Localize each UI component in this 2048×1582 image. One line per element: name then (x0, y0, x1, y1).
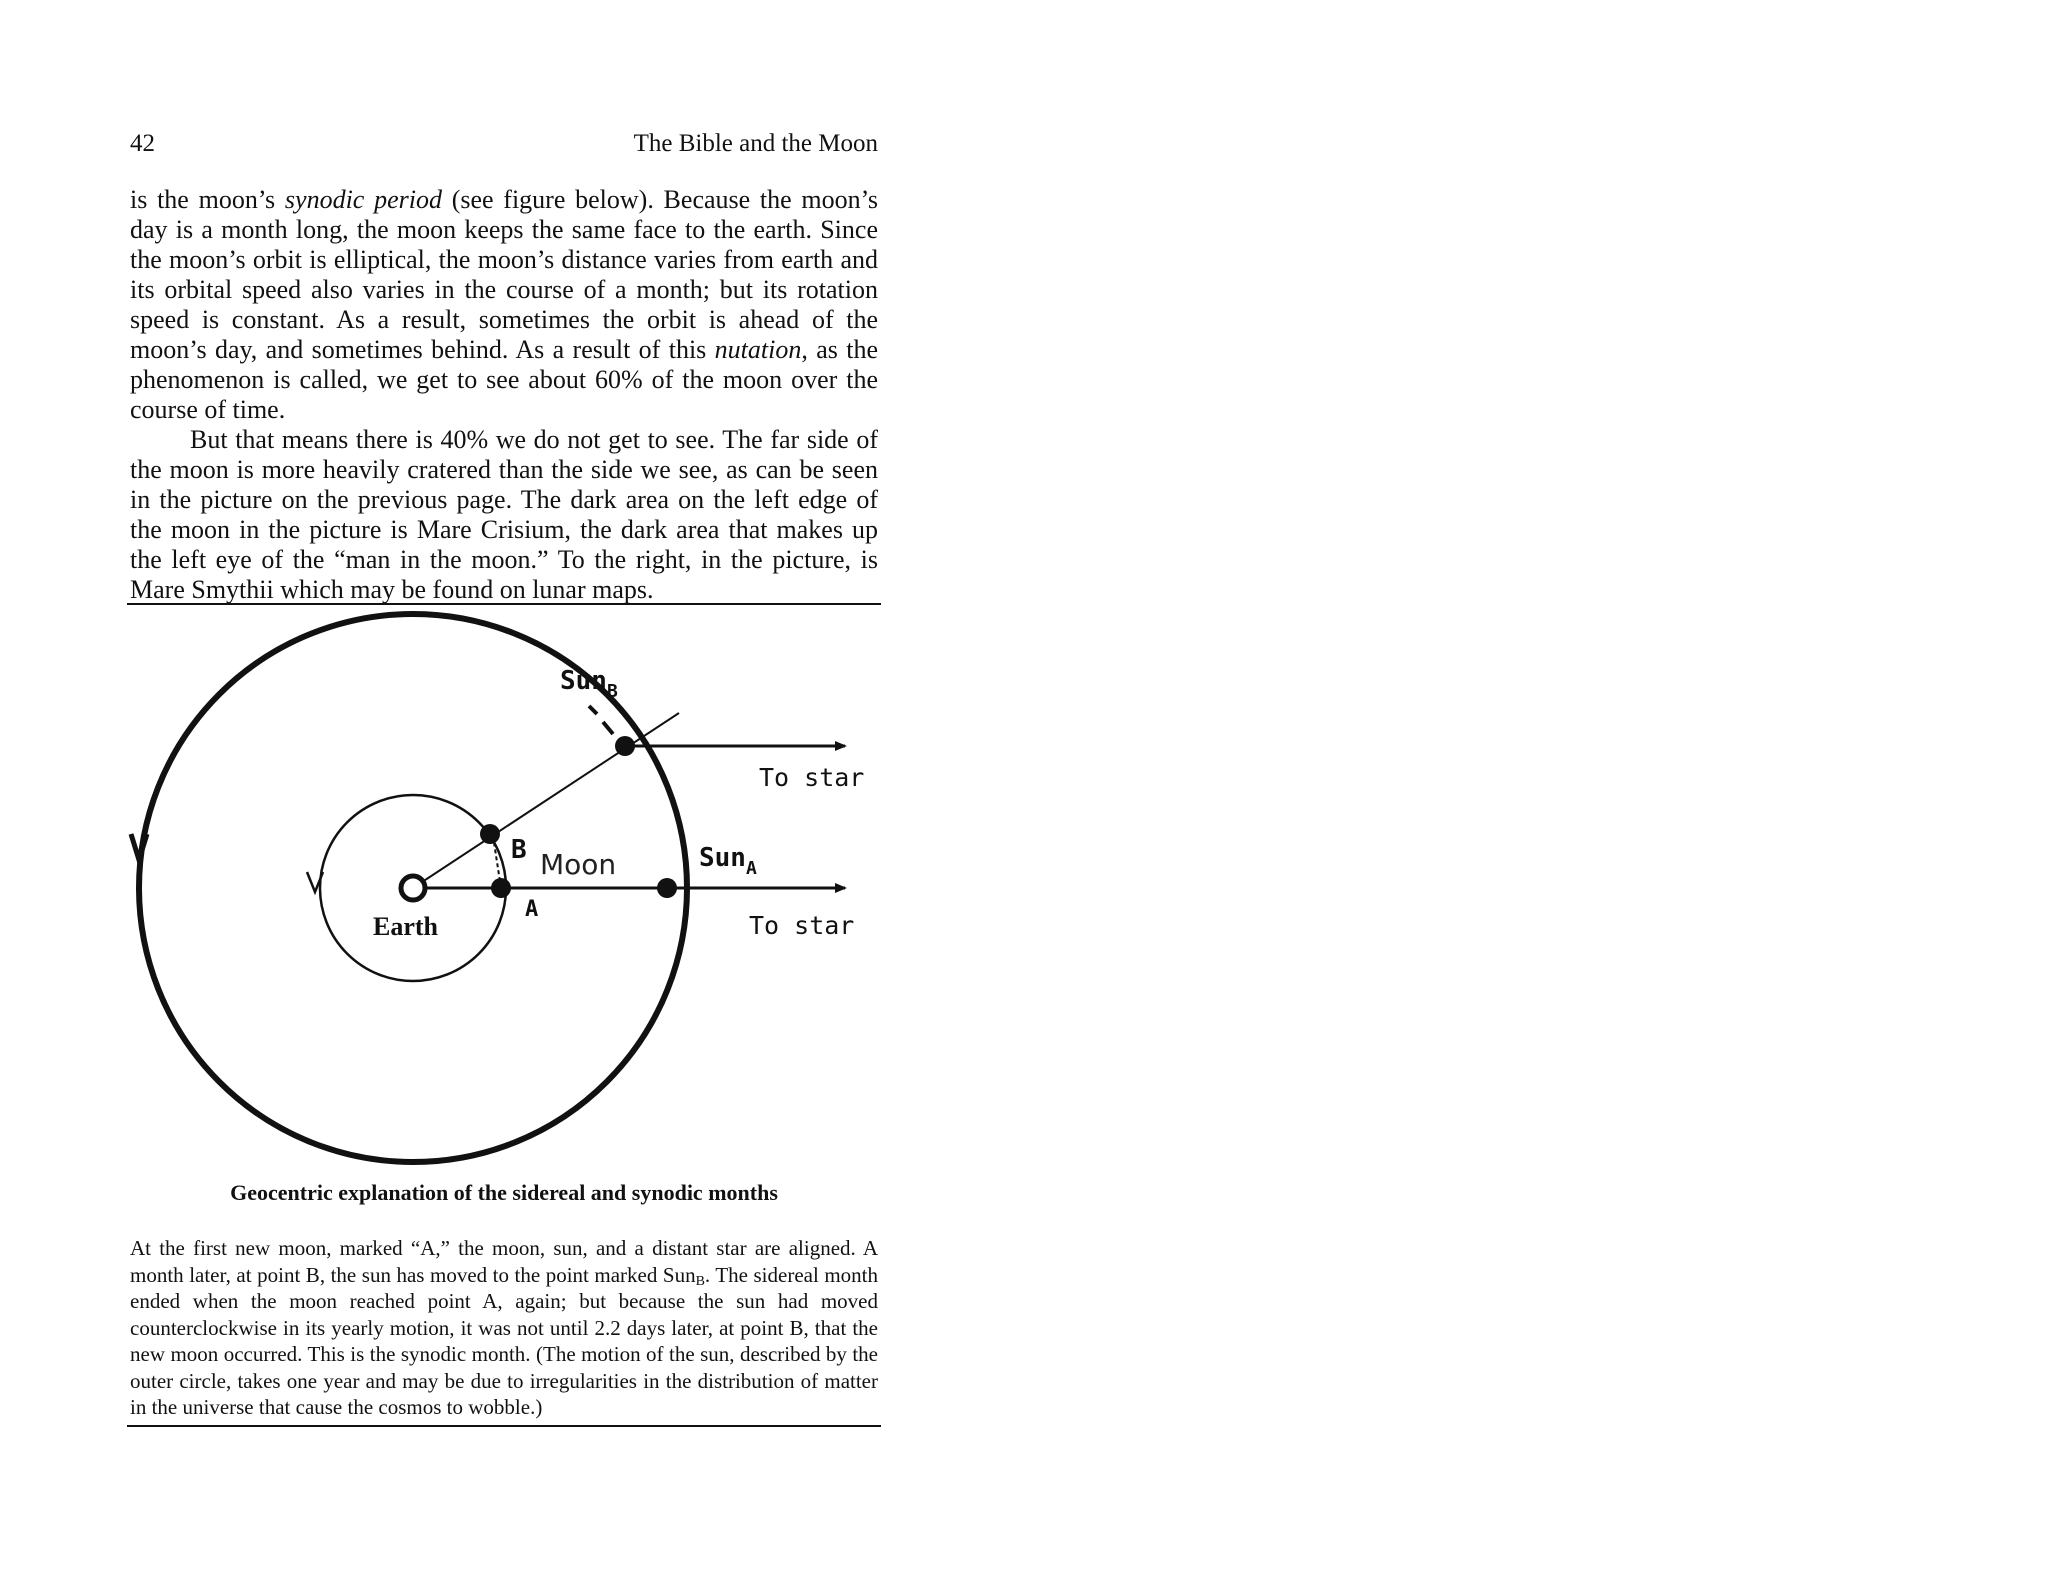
moon-label: Moon (540, 848, 617, 881)
sun-position-b (615, 736, 635, 756)
figure-caption-title: Geocentric explanation of the sidereal and synodic months (230, 1180, 778, 1205)
term-nutation: nutation (714, 335, 802, 364)
moon-position-a (491, 878, 511, 898)
p1-tail: , as the phenomenon is called, we get to see about 60% of the moon over the course of time. (130, 335, 878, 424)
figure-bottom-rule (127, 1425, 881, 1427)
term-synodic-period: synodic period (284, 185, 442, 214)
sun-orbit-direction-arrow (131, 834, 147, 860)
figure-top-rule (127, 603, 881, 605)
sun-b-motion-mark (589, 706, 613, 734)
earth-label: Earth (373, 912, 438, 941)
sun-a-label-text: Sun (699, 843, 746, 873)
point-b-label: B (511, 835, 527, 865)
running-title: The Bible and the Moon (633, 130, 878, 157)
point-a-label: A (525, 897, 539, 922)
to-star-lower-label: To star (749, 911, 855, 940)
caption-part-1: At the first new moon, marked “A,” the moon, sun, and a distant star are aligned. A month later, at point B, the sun has moved to the point marked Sun (130, 1236, 878, 1287)
sun-position-a (657, 878, 677, 898)
sun-b-label-sub: B (606, 681, 618, 702)
body-text (130, 185, 878, 605)
to-star-upper-label: To star (759, 763, 865, 792)
caption-part-2: . The sidereal month ended when the moon reached point A, again; but because the sun had moved counterclockwise in its yearly motion, it was not until 2.2 days later, at point B, that the new moon occurred. This is the synodic month. (The motion of the sun, described by the outer circle, takes one year and may be due to irregularities in the distribution of matter in the universe that cause the cosmos to wobble.) (130, 1262, 878, 1419)
caption-subscript: B (695, 1273, 705, 1289)
sun-b-label (560, 666, 618, 702)
sun-a-label (699, 843, 757, 879)
figure-caption (130, 1235, 878, 1421)
p1-mid: (see figure below). Because the moon’s day is a month long, the moon keeps the same face to the earth. Since the moon’s orbit is elliptical, the moon’s distance varies from earth and its orbital speed also varies in the course of a month; but its rotation speed is constant. As a result, sometimes the orbit is ahead of the moon’s day, and sometimes behind. As a result of this (130, 185, 878, 364)
page-number: 42 (130, 130, 155, 157)
paragraph-1 (130, 185, 878, 425)
orbit-diagram (127, 610, 881, 1180)
sun-a-label-sub: A (745, 858, 757, 879)
paragraph-2: But that means there is 40% we do not get to see. The far side of the moon is more heavily cratered than the side we see, as can be seen in the picture on the previous page. The dark area on the left edge of the moon in the picture is Mare Crisium, the dark area that makes up the left eye of the “man in the moon.” To the right, in the picture, is Mare Smythii which may be found on lunar maps. (130, 425, 878, 604)
earth-symbol (401, 876, 425, 900)
p1-lead: is the moon’s (130, 185, 285, 214)
sun-b-label-text: Sun (560, 666, 607, 696)
moon-position-b (480, 824, 500, 844)
